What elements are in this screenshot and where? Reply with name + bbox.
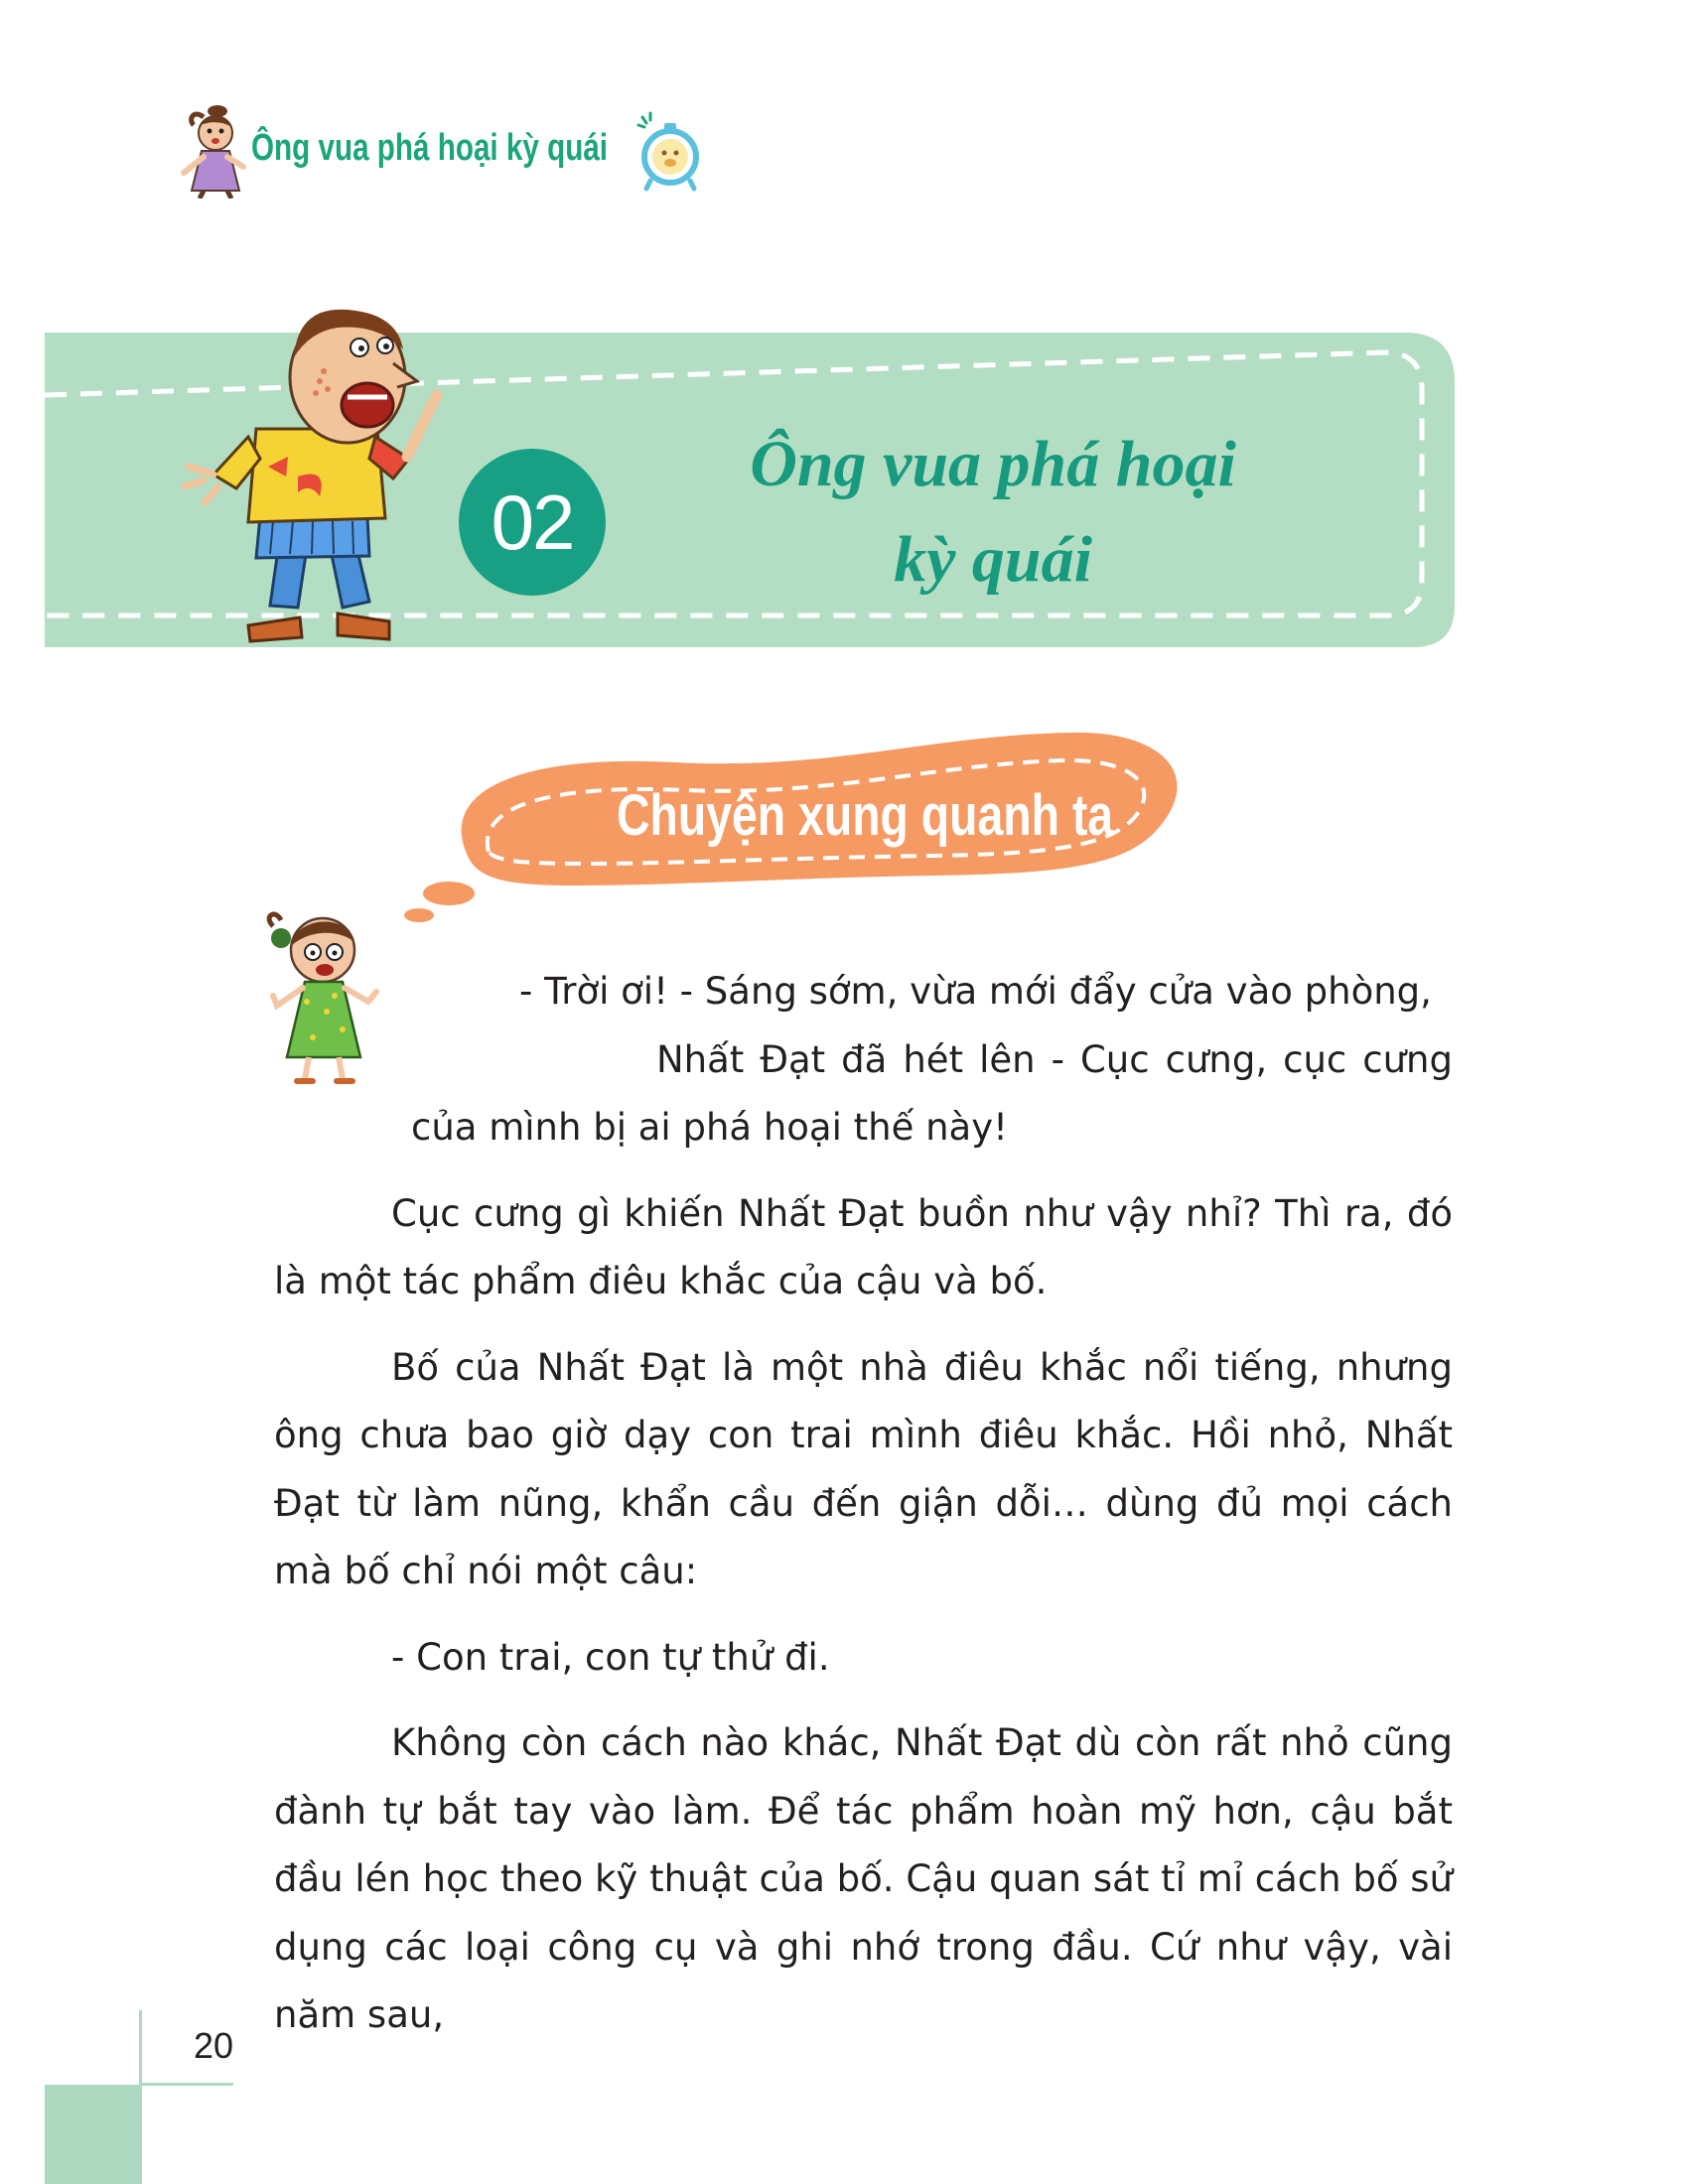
chapter-title-line2: kỳ quái [894,523,1092,596]
chapter-banner [0,0,1688,695]
paragraph: Không còn cách nào khác, Nhất Đạt dù còn rất nhỏ cũng đành tự bắt tay vào làm. Để tác phẩm hoàn mỹ hơn, cậu bắt đầu lén học theo kỹ thuật của bố. Cậu quan sát tỉ mỉ cách bố sử dụng các loại công cụ và ghi nhớ trong đầu. Cứ như vậy, vài năm sau, [274,1721,1453,2036]
paragraph: - Con trai, con tự thử đi. [391,1635,830,1679]
paragraph-line: - Trời ơi! - Sáng sớm, vừa mới đẩy cửa vào phòng, [519,970,1432,1013]
footer-divider-vertical [139,2010,142,2184]
chapter-title-line1: Ông vua phá hoại [750,428,1236,500]
paragraph-line: Nhất Đạt đã hét lên - Cục cưng, cục cưng của mình bị ai phá hoại thế này! [411,1037,1453,1149]
chapter-number: 02 [459,449,606,596]
paragraph [274,958,1453,1162]
footer-corner-block [45,2085,139,2184]
running-header-title: Ông vua phá hoại kỳ quái [251,127,609,169]
section-title: Chuyện xung quanh ta [617,783,1114,848]
page-number: 20 [194,2025,234,2066]
paragraph: Cục cưng gì khiến Nhất Đạt buồn như vậy nhỉ? Thì ra, đó là một tác phẩm điêu khắc của cậu và bố. [274,1191,1453,1302]
footer-divider-horizontal [139,2083,233,2086]
chapter-title [635,417,1350,608]
body-text [274,958,1453,2068]
section-heading-bubble [377,715,1192,973]
paragraph: Bố của Nhất Đạt là một nhà điêu khắc nổi tiếng, nhưng ông chưa bao giờ dạy con trai mình điêu khắc. Hồi nhỏ, Nhất Đạt từ làm nũng, khẩn cầu đến giận dỗi… dùng đủ mọi cách mà bố chỉ nói một câu: [274,1345,1453,1592]
